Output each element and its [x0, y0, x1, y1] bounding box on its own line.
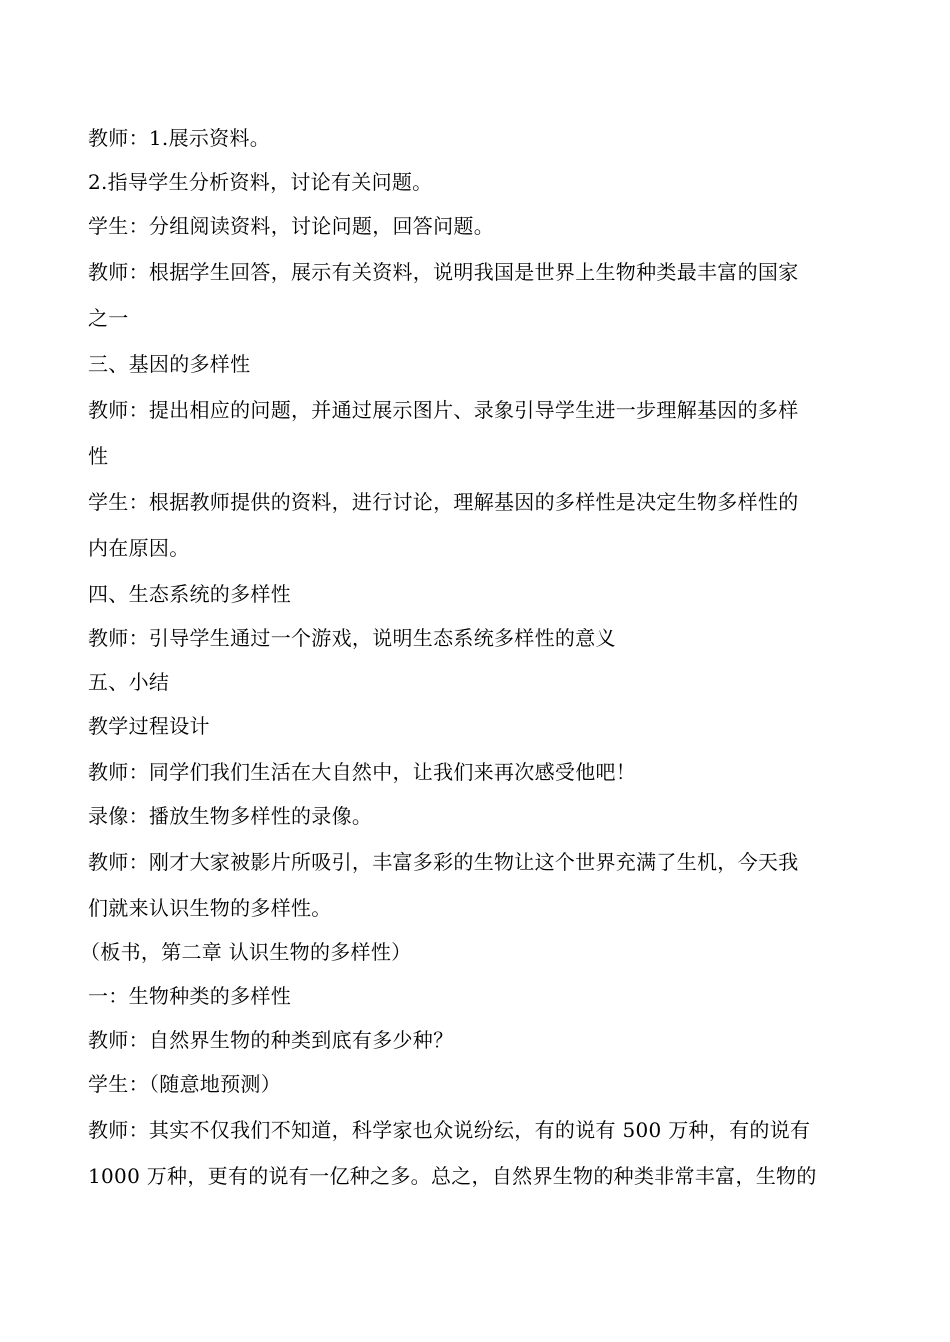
text-line: 学生：（随意地预测）: [88, 1072, 281, 1096]
text-line: 内在原因。: [88, 536, 190, 560]
text-line: 2.指导学生分析资料，讨论有关问题。: [88, 170, 433, 194]
text-line: 们就来认识生物的多样性。: [88, 896, 332, 920]
section-heading: 三、基因的多样性: [88, 352, 251, 376]
text-line: 教师：同学们我们生活在大自然中，让我们来再次感受他吧！: [88, 760, 637, 784]
text-line: 教师：刚才大家被影片所吸引，丰富多彩的生物让这个世界充满了生机，今天我: [88, 850, 799, 874]
text-line: （板书，第二章 认识生物的多样性）: [80, 940, 412, 964]
text-line: 教师：其实不仅我们不知道，科学家也众说纷纭，有的说有 500 万种，有的说有: [88, 1118, 811, 1142]
text-line: 学生：分组阅读资料，讨论问题，回答问题。: [88, 214, 494, 238]
text-line: 教师：1.展示资料。: [88, 126, 271, 150]
text-line: 教师：根据学生回答，展示有关资料，说明我国是世界上生物种类最丰富的国家: [88, 260, 799, 284]
text-line: 之一: [88, 306, 129, 330]
text-line: 教师：引导学生通过一个游戏，说明生态系统多样性的意义: [88, 626, 616, 650]
text-line: 录像：播放生物多样性的录像。: [88, 804, 373, 828]
text-line: 1000 万种，更有的说有一亿种之多。总之，自然界生物的种类非常丰富，生物的: [88, 1164, 817, 1188]
text-line: 教师：自然界生物的种类到底有多少种？: [88, 1028, 454, 1052]
section-heading: 教学过程设计: [88, 714, 210, 738]
section-heading: 一：生物种类的多样性: [88, 984, 291, 1008]
text-line: 学生：根据教师提供的资料，进行讨论，理解基因的多样性是决定生物多样性的: [88, 490, 799, 514]
section-heading: 五、小结: [88, 670, 170, 694]
section-heading: 四、生态系统的多样性: [88, 582, 291, 606]
text-line: 教师：提出相应的问题，并通过展示图片、录象引导学生进一步理解基因的多样: [88, 398, 799, 422]
text-line: 性: [88, 444, 109, 468]
